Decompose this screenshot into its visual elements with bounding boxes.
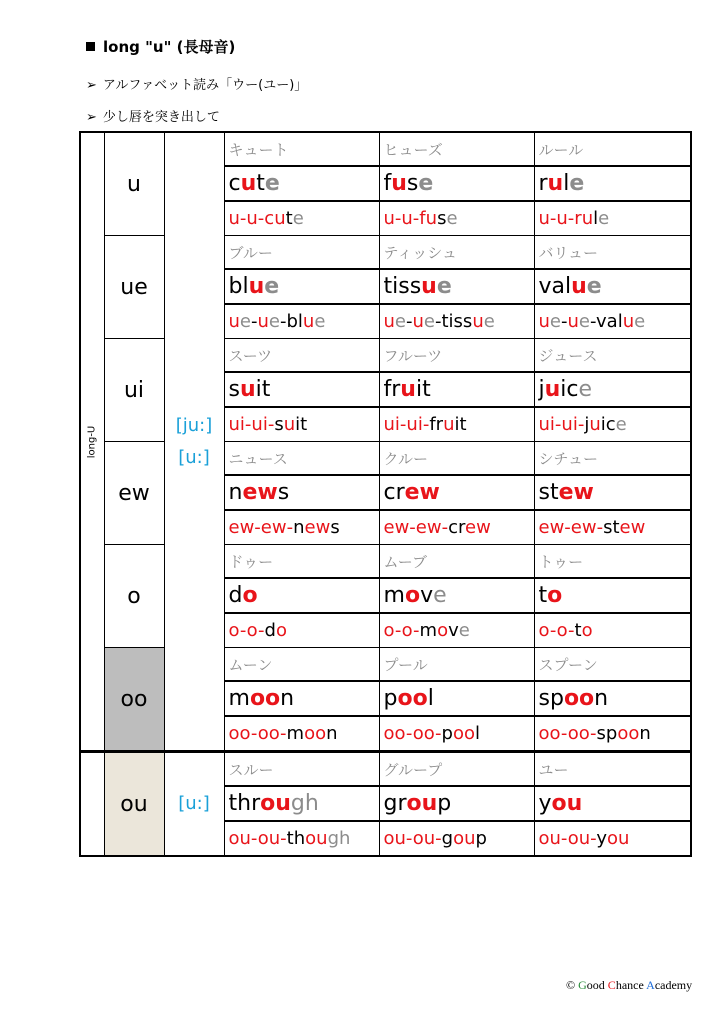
chant-segment: m <box>286 723 305 744</box>
chant-segment: o <box>581 620 593 641</box>
chant-segment: ui-ui- <box>538 414 585 435</box>
kana-cell: ヒューズ <box>379 132 534 166</box>
word-segment: n <box>594 686 609 711</box>
bullet-item <box>86 74 307 93</box>
chant-segment: o <box>275 620 287 641</box>
chant-segment: u <box>302 311 315 332</box>
kana-cell: プール <box>379 648 534 682</box>
chant-segment: ew <box>619 517 646 538</box>
chant-segment: s <box>437 208 447 229</box>
chant-segment: u-u-r <box>538 208 582 229</box>
footer-word: cademy <box>654 978 693 992</box>
word-segment: u <box>421 274 437 299</box>
word-cell <box>379 578 534 613</box>
chant-segment: y <box>596 828 608 849</box>
copyright-footer <box>566 978 692 993</box>
chant-segment: ew-ew- <box>228 517 294 538</box>
chant-segment: u-u-c <box>228 208 275 229</box>
chant-segment: e <box>239 311 251 332</box>
chant-segment: ou <box>607 828 630 849</box>
chant-segment: ou <box>305 828 328 849</box>
spelling-cell: ue <box>104 236 164 339</box>
chant-cell <box>534 821 691 856</box>
word-segment: o <box>547 583 563 608</box>
kana-cell: ニュース <box>224 442 379 476</box>
word-segment: ew <box>242 480 278 505</box>
chant-segment: -tiss <box>435 311 473 332</box>
ipa-label: [ju:] <box>175 414 213 436</box>
chant-segment: s <box>274 414 284 435</box>
side-label-cell-empty <box>80 752 104 857</box>
word-segment: c <box>566 377 579 402</box>
word-segment: l <box>427 686 434 711</box>
table-row <box>80 132 691 166</box>
word-segment: s <box>277 480 290 505</box>
chant-cell <box>534 304 691 339</box>
chant-segment: e <box>549 311 561 332</box>
word-segment: u <box>547 171 564 196</box>
footer-letter: A <box>646 978 655 992</box>
chant-segment: e <box>268 311 280 332</box>
chant-segment: u <box>589 414 601 435</box>
word-cell <box>224 786 379 821</box>
word-segment: u <box>248 274 265 299</box>
chant-segment: ou-ou- <box>538 828 597 849</box>
chant-segment: n <box>326 723 338 744</box>
word-segment: u <box>391 171 407 196</box>
word-cell <box>534 269 691 304</box>
chant-segment: e <box>578 311 590 332</box>
kana-cell: ドゥー <box>224 545 379 579</box>
table-row <box>80 752 691 787</box>
word-segment: oo <box>249 686 281 711</box>
chant-segment: l <box>593 208 599 229</box>
chant-segment: u <box>257 311 269 332</box>
word-segment: u <box>400 377 416 402</box>
chant-cell <box>534 716 691 752</box>
chant-segment: th <box>286 828 306 849</box>
word-cell <box>379 166 534 201</box>
word-cell <box>379 786 534 821</box>
word-cell <box>379 269 534 304</box>
word-segment: ou <box>260 791 291 816</box>
spelling-cell: o <box>104 545 164 648</box>
word-segment: val <box>538 274 572 299</box>
spelling-cell: ui <box>104 339 164 442</box>
ipa-label: [u:] <box>178 446 210 468</box>
kana-cell: ユー <box>534 752 691 787</box>
word-segment: oo <box>563 686 595 711</box>
chant-segment: u <box>538 311 550 332</box>
word-segment: d <box>228 583 243 608</box>
chant-segment: ew-ew- <box>538 517 604 538</box>
word-segment: s <box>228 377 240 402</box>
word-segment: n <box>228 480 243 505</box>
word-segment: f <box>383 171 392 196</box>
chant-cell <box>379 407 534 442</box>
copyright-icon: © <box>566 978 576 992</box>
word-segment: m <box>383 583 405 608</box>
word-segment: c <box>228 171 241 196</box>
word-cell <box>379 475 534 510</box>
chant-segment: o-o- <box>538 620 575 641</box>
chant-cell <box>379 613 534 648</box>
word-cell <box>534 475 691 510</box>
word-segment: l <box>563 171 570 196</box>
word-segment: ou <box>551 791 583 816</box>
word-segment: u <box>571 274 587 299</box>
word-segment: i <box>560 377 567 402</box>
kana-cell: スプーン <box>534 648 691 682</box>
page-title-text: long "u" (長母音) <box>103 38 236 56</box>
word-segment: u <box>239 377 256 402</box>
chant-segment: - <box>406 311 413 332</box>
word-segment: ew <box>404 480 440 505</box>
chant-cell <box>224 613 379 648</box>
kana-cell: ムーン <box>224 648 379 682</box>
word-cell <box>224 166 379 201</box>
chant-cell <box>534 201 691 236</box>
word-segment: e <box>586 274 602 299</box>
chant-segment: ew-ew- <box>383 517 449 538</box>
kana-cell: フルーツ <box>379 339 534 373</box>
bullet-text: アルファベット読み「ウー(ユー)」 <box>102 78 308 93</box>
chant-segment: o <box>437 620 449 641</box>
word-segment: cr <box>383 480 405 505</box>
chant-segment: u <box>228 311 240 332</box>
chant-segment: e <box>634 311 646 332</box>
bullet-text: 少し唇を突き出して <box>102 110 220 125</box>
chant-segment: u <box>383 311 395 332</box>
chant-segment: ou-ou- <box>383 828 442 849</box>
ipa-cell <box>164 132 224 752</box>
chant-cell <box>379 821 534 856</box>
chant-cell <box>379 201 534 236</box>
chant-segment: it <box>295 414 308 435</box>
footer-letter: G <box>578 978 587 992</box>
word-segment: gh <box>290 791 319 816</box>
kana-cell: ルール <box>534 132 691 166</box>
bullet-item <box>86 106 220 125</box>
chant-segment: e <box>598 208 610 229</box>
chant-segment: gh <box>327 828 351 849</box>
kana-cell: バリュー <box>534 236 691 270</box>
kana-cell: トゥー <box>534 545 691 579</box>
ipa-cell: [u:] <box>164 752 224 857</box>
spelling-cell: ew <box>104 442 164 545</box>
chant-segment: u <box>425 208 438 229</box>
word-segment: j <box>538 377 545 402</box>
chant-segment: u <box>283 414 296 435</box>
word-segment: u <box>240 171 257 196</box>
chant-segment: v <box>448 620 459 641</box>
chant-segment: sp <box>596 723 618 744</box>
chant-segment: st <box>603 517 620 538</box>
word-segment: p <box>437 791 452 816</box>
chant-cell <box>224 304 379 339</box>
chant-segment: ui-ui- <box>383 414 430 435</box>
chant-segment: ew <box>304 517 331 538</box>
word-segment: e <box>433 583 447 608</box>
chant-segment: ui-ui- <box>228 414 275 435</box>
word-segment: e <box>264 171 280 196</box>
word-segment: u <box>544 377 561 402</box>
chant-segment: t <box>574 620 582 641</box>
arrow-bullet-icon: ➢ <box>86 110 97 125</box>
chant-segment: c <box>605 414 616 435</box>
chant-segment: u <box>412 311 424 332</box>
phonics-table <box>79 131 692 857</box>
word-cell <box>534 786 691 821</box>
word-segment: fr <box>383 377 401 402</box>
word-cell <box>534 578 691 613</box>
word-segment: e <box>436 274 452 299</box>
word-cell <box>379 681 534 716</box>
word-segment: e <box>264 274 280 299</box>
chant-segment: e <box>292 208 304 229</box>
kana-cell: グループ <box>379 752 534 787</box>
word-segment: it <box>415 377 431 402</box>
chant-segment: l <box>475 723 481 744</box>
chant-segment: oo <box>452 723 476 744</box>
word-segment: st <box>538 480 559 505</box>
word-segment: e <box>578 377 593 402</box>
word-segment: e <box>418 171 434 196</box>
footer-word: ood <box>586 978 605 992</box>
word-segment: s <box>406 171 419 196</box>
page-title <box>86 36 235 57</box>
chant-segment: oo-oo- <box>383 723 442 744</box>
arrow-bullet-icon: ➢ <box>86 78 97 93</box>
kana-cell: キュート <box>224 132 379 166</box>
chant-segment: fr <box>429 414 444 435</box>
chant-segment: p <box>441 723 453 744</box>
chant-segment: oo <box>617 723 640 744</box>
chant-segment: u <box>622 311 635 332</box>
chant-segment: ou-ou- <box>228 828 287 849</box>
chant-segment: - <box>251 311 258 332</box>
side-label-cell <box>80 132 104 752</box>
word-segment: t <box>538 583 548 608</box>
chant-segment: t <box>285 208 293 229</box>
word-cell <box>534 372 691 407</box>
chant-cell <box>224 821 379 856</box>
chant-cell <box>224 510 379 545</box>
word-segment: t <box>256 171 265 196</box>
spelling-cell: ou <box>104 752 164 857</box>
side-label: long-U <box>86 425 98 458</box>
footer-word: hance <box>615 978 644 992</box>
chant-segment: o-o- <box>383 620 420 641</box>
word-segment: e <box>569 171 585 196</box>
chant-segment: u <box>472 311 484 332</box>
kana-cell: ムーブ <box>379 545 534 579</box>
chant-segment: u-u-f <box>383 208 426 229</box>
chant-segment: e <box>314 311 326 332</box>
chant-segment: -bl <box>280 311 303 332</box>
kana-cell: ティッシュ <box>379 236 534 270</box>
spelling-cell: u <box>104 132 164 236</box>
chant-segment: n <box>639 723 651 744</box>
word-segment: p <box>383 686 398 711</box>
word-cell <box>224 269 379 304</box>
word-cell <box>224 372 379 407</box>
chant-segment: u <box>581 208 594 229</box>
chant-segment: oo-oo- <box>228 723 287 744</box>
chant-segment: s <box>330 517 340 538</box>
word-cell <box>534 166 691 201</box>
chant-cell <box>534 407 691 442</box>
word-cell <box>224 475 379 510</box>
chant-segment: j <box>584 414 590 435</box>
chant-segment: e <box>483 311 495 332</box>
chant-cell <box>534 613 691 648</box>
word-cell <box>379 372 534 407</box>
footer-letter: C <box>607 978 616 992</box>
chant-segment: ew <box>465 517 491 538</box>
kana-cell: シチュー <box>534 442 691 476</box>
chant-segment: n <box>293 517 305 538</box>
chant-segment: o-o- <box>228 620 265 641</box>
chant-segment: - <box>561 311 568 332</box>
word-segment: m <box>228 686 250 711</box>
chant-segment: d <box>264 620 276 641</box>
word-segment: tiss <box>383 274 422 299</box>
chant-cell <box>224 716 379 752</box>
word-segment: o <box>404 583 421 608</box>
chant-segment: g <box>441 828 454 849</box>
square-bullet-icon <box>86 42 95 51</box>
word-cell <box>224 578 379 613</box>
chant-segment: -val <box>590 311 623 332</box>
chant-segment: p <box>475 828 487 849</box>
chant-segment: u <box>443 414 455 435</box>
chant-segment: e <box>423 311 435 332</box>
word-segment: it <box>255 377 271 402</box>
word-segment: v <box>420 583 434 608</box>
word-segment: ou <box>406 791 438 816</box>
word-segment: n <box>280 686 295 711</box>
kana-cell: スーツ <box>224 339 379 373</box>
chant-segment: it <box>454 414 467 435</box>
kana-cell: ジュース <box>534 339 691 373</box>
spelling-cell: oo <box>104 648 164 752</box>
word-segment: o <box>242 583 258 608</box>
chant-segment: i <box>600 414 606 435</box>
word-segment: ew <box>558 480 594 505</box>
chant-cell <box>379 510 534 545</box>
chant-segment: e <box>446 208 458 229</box>
word-segment: y <box>538 791 552 816</box>
chant-segment: cr <box>448 517 465 538</box>
word-cell <box>224 681 379 716</box>
chant-segment: e <box>394 311 406 332</box>
word-segment: r <box>538 171 548 196</box>
kana-cell: クルー <box>379 442 534 476</box>
chant-segment: m <box>419 620 438 641</box>
chant-segment: oo <box>304 723 327 744</box>
chant-cell <box>379 716 534 752</box>
chant-cell <box>224 201 379 236</box>
word-segment: thr <box>228 791 261 816</box>
chant-segment: e <box>615 414 627 435</box>
chant-segment: u <box>274 208 286 229</box>
word-segment: bl <box>228 274 249 299</box>
chant-cell <box>534 510 691 545</box>
word-segment: sp <box>538 686 564 711</box>
word-segment: gr <box>383 791 407 816</box>
chant-cell <box>379 304 534 339</box>
chant-segment: ou <box>453 828 476 849</box>
chant-segment: e <box>458 620 470 641</box>
chant-segment: u <box>567 311 579 332</box>
word-cell <box>534 681 691 716</box>
chant-cell <box>224 407 379 442</box>
word-segment: oo <box>397 686 428 711</box>
chant-segment: oo-oo- <box>538 723 597 744</box>
kana-cell: ブルー <box>224 236 379 270</box>
kana-cell: スルー <box>224 752 379 787</box>
